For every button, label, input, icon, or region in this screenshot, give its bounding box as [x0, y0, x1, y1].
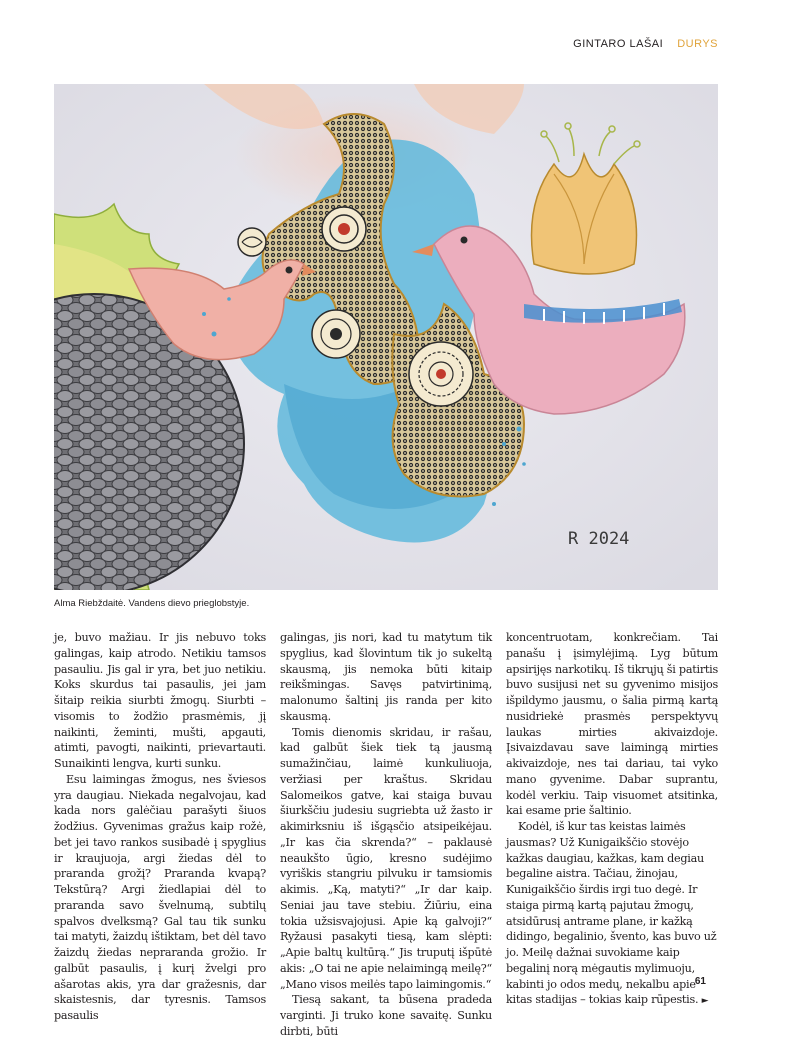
text-column-1	[54, 630, 266, 1040]
paragraph: koncentruotam, konkrečiam. Tai panašu į įsimylėjimą. Lyg būtum apsirijęs narkotikų. Iš tikrųjų ši patirtis buvo susijusi net su gyvenimo misijos išpildymo jausmu, o šalia pirmą kartą nusidriekė prasmės perspektyvų laukas mirties akivaizdoje. Įsivaizdavau save laimingą mirties akivaizdoje, nes tai dariau, tai vyko mano gyvenime. Dabar suprantu, kodėl verkiu. Taip visuomet atsitinka, kai esame prie šaltinio.	[506, 631, 718, 818]
paragraph: galingas, jis nori, kad tu matytum tik spyglius, kad šlovintum tik jo sukeltą skausmą, jis nemoka būti kitaip reikšmingas. Savęs patvirtinimą, malonumo šaltinį jis randa per kito skausmą.	[280, 631, 492, 723]
article-body	[54, 630, 718, 1040]
paragraph: je, buvo mažiau. Ir jis nebuvo toks galingas, kaip atrodo. Netikiu tamsos pasauliu. Jis gal ir yra, bet juo netikiu. Koks skurdus tai pasaulis, jei jam šitaip reikia siurbti žmogų. Siurbti – visomis to žodžio prasmėmis, jį naikinti, žeminti, mušti, apgauti, atimti, pavogti, naikinti, prievartauti. Sunaikinti lengva, kurti sunku.	[54, 631, 266, 770]
paragraph: Esu laimingas žmogus, nes šviesos yra daugiau. Niekada negalvojau, kad kada nors galėčiau parašyti šiuos žodžius. Gyvenimas gražus kaip rožė, bet jei tavo rankos susibadė į spyglius ir kraujuoja, argi žiedas dėl to praranda grožį? Praranda kvapą? Tekstūrą? Argi žiedlapiai dėl to praranda savo švelnumą, subtilų spalvos dvelksmą? Gal tau tik sunku tai matyti, žaizdų ištiktam, bet dėl tavo žaizdų žiedas nepraranda grožio. Ir galbūt pasaulis, į kurį žvelgi pro ašarotas akis, yra dar gražesnis, dar skaistesnis, dar tyresnis. Tamsos pasaulis	[54, 772, 266, 1022]
paragraph-final	[506, 819, 718, 1010]
paragraph: Tiesą sakant, ta būsena pradeda varginti. Ji truko kone savaitę. Sunku dirbti, būti	[280, 993, 492, 1038]
paragraph-text: Kodėl, iš kur tas keistas laimės jausmas? Už Kunigaikščio stovėjo kažkas daugiau, kažkas, kam degiau begaline aistra. Tačiau, žinojau, Kunigaikščio širdis irgi tuo degė. Ir staiga pirmą kartą pajutau žmogų, atsidūrusį antrame plane, ir kažką didingo, begalinio, švento, kas buvo už jo. Meilę dažnai suvokiame kaip begalinį norą mėgautis mylimuoju, kabinti jo odos medų, nekalbu apie kitas stadijas – tokias kaip rūpestis.	[506, 820, 717, 1007]
running-header	[573, 38, 718, 50]
artwork-illustration	[54, 84, 718, 590]
end-of-article-icon: ►	[701, 996, 709, 1007]
header-author: GINTARO LAŠAI	[573, 38, 664, 50]
paragraph: Tomis dienomis skridau, ir rašau, kad galbūt šiek tiek tą jausmą sumažinčiau, laimė kunkuliuoja, veržiasi per kraštus. Skridau Salomeikos gatve, kai staiga buvau šiurkščiu judesiu sugriebta už žasto ir akimirksniu iš išgąsčio atsipeikėjau. „Ir kas čia skrenda?“ – paklausė neaukšto ūgio, kresno sudėjimo vyriškis stangriu pilvuku ir tamsiomis akimis. „Ką, matyti?“ „Ir dar kaip. Seniai jau tave stebiu. Žiūriu, eina tokia užsisvajojusi. Apie ką galvoji?“ Ryžausi pasakyti tiesą, kam slėpti: „Apie baltų kultūrą.“ Jis truputį išpūtė akis: „O tai ne apie nelaimingą meilę?“ „Mano visos meilės tapo laimingomis.“	[280, 725, 492, 991]
artist-signature: R 2024	[568, 529, 630, 549]
header-magazine: DURYS	[677, 38, 718, 50]
artwork-figure	[54, 84, 718, 590]
page-number: 61	[694, 976, 706, 987]
text-column-3	[506, 630, 718, 1040]
figure-caption: Alma Riebždaitė. Vandens dievo prieglobstyje.	[54, 598, 250, 609]
text-column-2	[280, 630, 492, 1040]
